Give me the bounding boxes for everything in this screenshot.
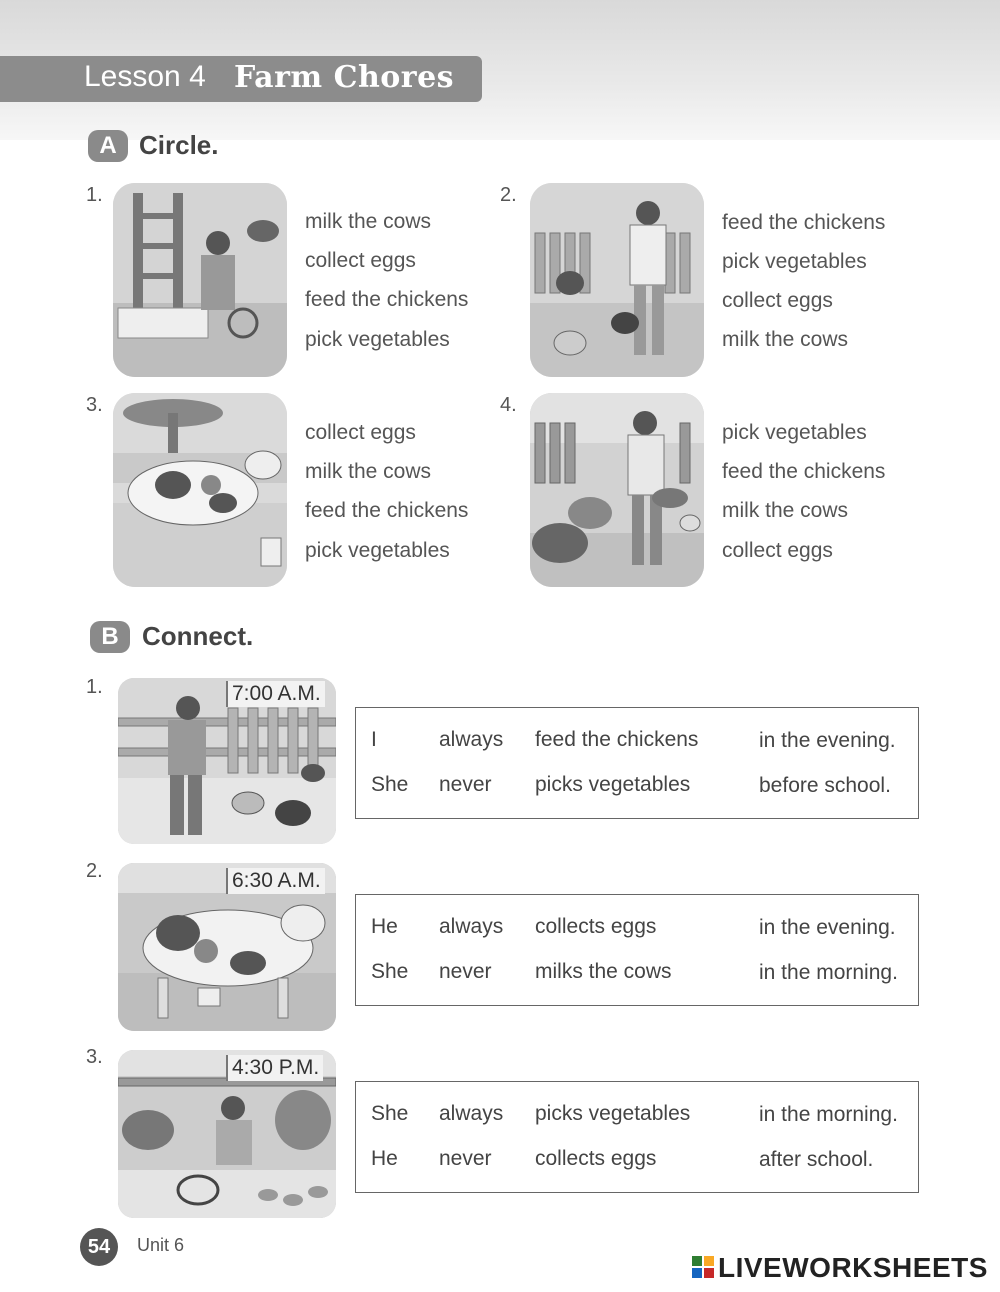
- liveworksheets-logo[interactable]: LIVEWORKSHEETS: [718, 1252, 988, 1283]
- frequency-option[interactable]: always: [439, 728, 504, 751]
- frequency-option[interactable]: always: [439, 915, 504, 938]
- sentence-box: [355, 894, 919, 1006]
- sentence-box: [355, 707, 919, 819]
- option[interactable]: pick vegetables: [305, 328, 450, 351]
- unit-label: Unit 6: [137, 1235, 185, 1255]
- item-number: 1.: [86, 184, 103, 206]
- subject-option[interactable]: He: [371, 1147, 398, 1170]
- activity-option[interactable]: milks the cows: [535, 960, 672, 983]
- lesson-title: Farm Chores: [234, 60, 455, 95]
- item-number: 3.: [86, 1046, 103, 1068]
- frequency-option[interactable]: never: [439, 960, 492, 983]
- activity-option[interactable]: collects eggs: [535, 915, 657, 938]
- option[interactable]: collect eggs: [722, 289, 833, 312]
- time-option[interactable]: in the evening.: [759, 916, 896, 939]
- sentence-box: [355, 1081, 919, 1193]
- option[interactable]: milk the cows: [722, 499, 849, 522]
- option[interactable]: collect eggs: [722, 539, 833, 562]
- subject-option[interactable]: She: [371, 960, 409, 983]
- picture-milk-the-cows: [113, 393, 287, 587]
- time-option[interactable]: after school.: [759, 1148, 874, 1171]
- option[interactable]: feed the chickens: [722, 211, 886, 234]
- time-option[interactable]: before school.: [759, 774, 891, 797]
- lesson-label: Lesson 4: [84, 60, 206, 93]
- page-number: 54: [80, 1228, 118, 1266]
- activity-option[interactable]: feed the chickens: [535, 728, 699, 751]
- frequency-option[interactable]: always: [439, 1102, 504, 1125]
- subject-option[interactable]: She: [371, 773, 409, 796]
- picture-collect-eggs: [113, 183, 287, 377]
- activity-option[interactable]: collects eggs: [535, 1147, 657, 1170]
- option[interactable]: collect eggs: [305, 421, 416, 444]
- time-label: 6:30 A.M.: [226, 868, 325, 894]
- activity-option[interactable]: picks vegetables: [535, 1102, 691, 1125]
- option[interactable]: pick vegetables: [722, 250, 867, 273]
- item-number: 1.: [86, 676, 103, 698]
- option[interactable]: pick vegetables: [722, 421, 867, 444]
- option[interactable]: feed the chickens: [722, 460, 886, 483]
- item-number: 3.: [86, 394, 103, 416]
- time-option[interactable]: in the evening.: [759, 729, 896, 752]
- option[interactable]: feed the chickens: [305, 499, 469, 522]
- picture-feed-the-chickens: [530, 183, 704, 377]
- item-number: 4.: [500, 394, 517, 416]
- item-number: 2.: [86, 860, 103, 882]
- option[interactable]: collect eggs: [305, 249, 416, 272]
- section-b-badge: B: [90, 621, 130, 653]
- option[interactable]: milk the cows: [305, 460, 432, 483]
- section-b-title: Connect.: [142, 621, 254, 651]
- frequency-option[interactable]: never: [439, 773, 492, 796]
- option[interactable]: pick vegetables: [305, 539, 450, 562]
- liveworksheets-logo-icon: [692, 1256, 714, 1278]
- frequency-option[interactable]: never: [439, 1147, 492, 1170]
- subject-option[interactable]: I: [371, 728, 377, 751]
- activity-option[interactable]: picks vegetables: [535, 773, 691, 796]
- time-option[interactable]: in the morning.: [759, 961, 898, 984]
- section-a-title: Circle.: [139, 130, 219, 160]
- option[interactable]: milk the cows: [305, 210, 432, 233]
- option[interactable]: milk the cows: [722, 328, 849, 351]
- time-option[interactable]: in the morning.: [759, 1103, 898, 1126]
- time-label: 7:00 A.M.: [226, 681, 325, 707]
- item-number: 2.: [500, 184, 517, 206]
- subject-option[interactable]: She: [371, 1102, 409, 1125]
- subject-option[interactable]: He: [371, 915, 398, 938]
- section-a-badge: A: [88, 130, 128, 162]
- picture-pick-vegetables: [530, 393, 704, 587]
- option[interactable]: feed the chickens: [305, 288, 469, 311]
- time-label: 4:30 P.M.: [226, 1055, 323, 1081]
